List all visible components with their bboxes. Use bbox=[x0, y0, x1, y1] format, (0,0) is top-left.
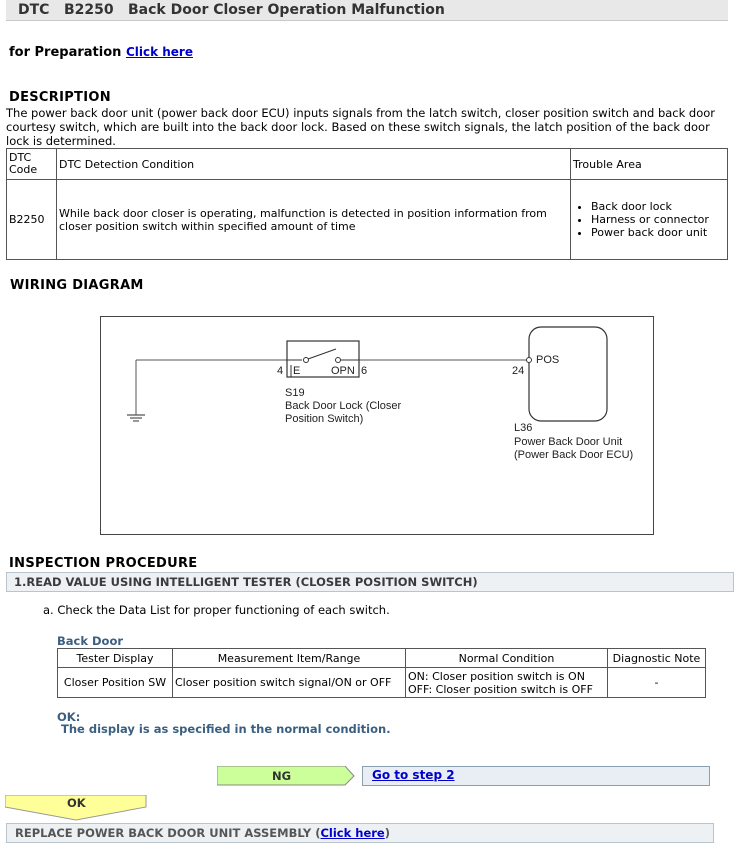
cell-normal-condition bbox=[406, 668, 608, 698]
ok-button[interactable] bbox=[5, 795, 147, 821]
cell-diagnostic-note: - bbox=[608, 668, 706, 698]
data-table-title: Back Door bbox=[57, 634, 124, 648]
cell-measurement-item: Closer position switch signal/ON or OFF bbox=[173, 668, 406, 698]
description-heading: DESCRIPTION bbox=[9, 90, 111, 105]
ecu-name-line1: Power Back Door Unit bbox=[514, 436, 623, 448]
ng-button[interactable] bbox=[217, 766, 355, 786]
step-a-text: a. Check the Data List for proper functioning of each switch. bbox=[43, 603, 390, 617]
dtc-code: B2250 bbox=[64, 2, 114, 18]
table-row bbox=[7, 180, 728, 260]
ok-label-arrow: OK bbox=[67, 796, 86, 810]
ecu-pin: 24 bbox=[512, 365, 525, 377]
ok-condition-text: The display is as specified in the normal condition. bbox=[61, 722, 391, 736]
header-detection-condition: DTC Detection Condition bbox=[57, 149, 571, 180]
dtc-table bbox=[6, 148, 728, 260]
normal-on: ON: Closer position switch is ON bbox=[408, 669, 585, 683]
switch-term-e: E bbox=[293, 365, 301, 377]
inspection-heading: INSPECTION PROCEDURE bbox=[9, 556, 198, 571]
switch-pin-left: 4 bbox=[277, 365, 284, 377]
switch-name-line2: Position Switch) bbox=[285, 413, 364, 425]
header-dtc-code: DTC Code bbox=[7, 149, 57, 180]
ecu-name-line2: (Power Back Door ECU) bbox=[514, 449, 634, 461]
page-title: Back Door Closer Operation Malfunction bbox=[128, 2, 445, 18]
table-header-row bbox=[58, 649, 706, 668]
goto-step-box bbox=[362, 766, 710, 786]
header-normal-condition: Normal Condition bbox=[406, 649, 608, 668]
switch-pin-right: 6 bbox=[361, 365, 368, 377]
replace-close: ) bbox=[384, 826, 390, 840]
switch-id: S19 bbox=[285, 387, 305, 399]
header-diagnostic-note: Diagnostic Note bbox=[608, 649, 706, 668]
goto-step2-link[interactable]: Go to step 2 bbox=[372, 768, 455, 782]
step1-title-bar bbox=[6, 572, 734, 592]
preparation-link[interactable]: Click here bbox=[125, 45, 193, 59]
table-row bbox=[58, 668, 706, 698]
step1-title: 1.READ VALUE USING INTELLIGENT TESTER (CLOSER POSITION SWITCH) bbox=[14, 575, 478, 589]
replace-step-bar bbox=[6, 823, 714, 843]
ok-label: OK: bbox=[57, 710, 81, 724]
trouble-area-item: • Power back door unit bbox=[591, 226, 725, 239]
header-tester-display: Tester Display bbox=[58, 649, 173, 668]
table-header-row bbox=[7, 149, 728, 180]
cell-dtc-code: B2250 bbox=[7, 180, 57, 260]
ng-label: NG bbox=[272, 769, 292, 783]
preparation-line bbox=[9, 45, 193, 60]
description-text: The power back door unit (power back door ECU) inputs signals from the latch switch, closer position switch and back door courtesy switch, which are built into the back door lock. Based on these switch signals, the latch position of the back door lock is determined. bbox=[6, 106, 716, 148]
data-list-table bbox=[57, 648, 706, 698]
header-measurement-item: Measurement Item/Range bbox=[173, 649, 406, 668]
trouble-area-item: • Back door lock bbox=[591, 200, 725, 213]
title-bar bbox=[6, 0, 728, 21]
cell-tester-display: Closer Position SW bbox=[58, 668, 173, 698]
switch-name-line1: Back Door Lock (Closer bbox=[285, 400, 402, 412]
switch-contact bbox=[308, 349, 336, 359]
cell-detection-condition: While back door closer is operating, malfunction is detected in position information from closer position switch within specified amount of time bbox=[57, 180, 571, 260]
wiring-diagram bbox=[100, 316, 654, 535]
ecu-id: L36 bbox=[514, 422, 533, 434]
switch-term-opn: OPN bbox=[331, 365, 355, 377]
wiring-heading: WIRING DIAGRAM bbox=[10, 278, 144, 293]
trouble-area-item: • Harness or connector bbox=[591, 213, 725, 226]
replace-text: REPLACE POWER BACK DOOR UNIT ASSEMBLY ( bbox=[15, 826, 321, 840]
header-trouble-area: Trouble Area bbox=[571, 149, 728, 180]
preparation-label: for Preparation bbox=[9, 45, 122, 60]
replace-link[interactable]: Click here bbox=[320, 826, 385, 840]
ecu-box bbox=[529, 327, 607, 421]
dtc-label: DTC bbox=[18, 2, 50, 18]
normal-off: OFF: Closer position switch is OFF bbox=[408, 682, 593, 696]
ecu-term: POS bbox=[536, 354, 560, 366]
cell-trouble-area bbox=[571, 180, 728, 260]
wiring-diagram-svg bbox=[101, 317, 653, 534]
